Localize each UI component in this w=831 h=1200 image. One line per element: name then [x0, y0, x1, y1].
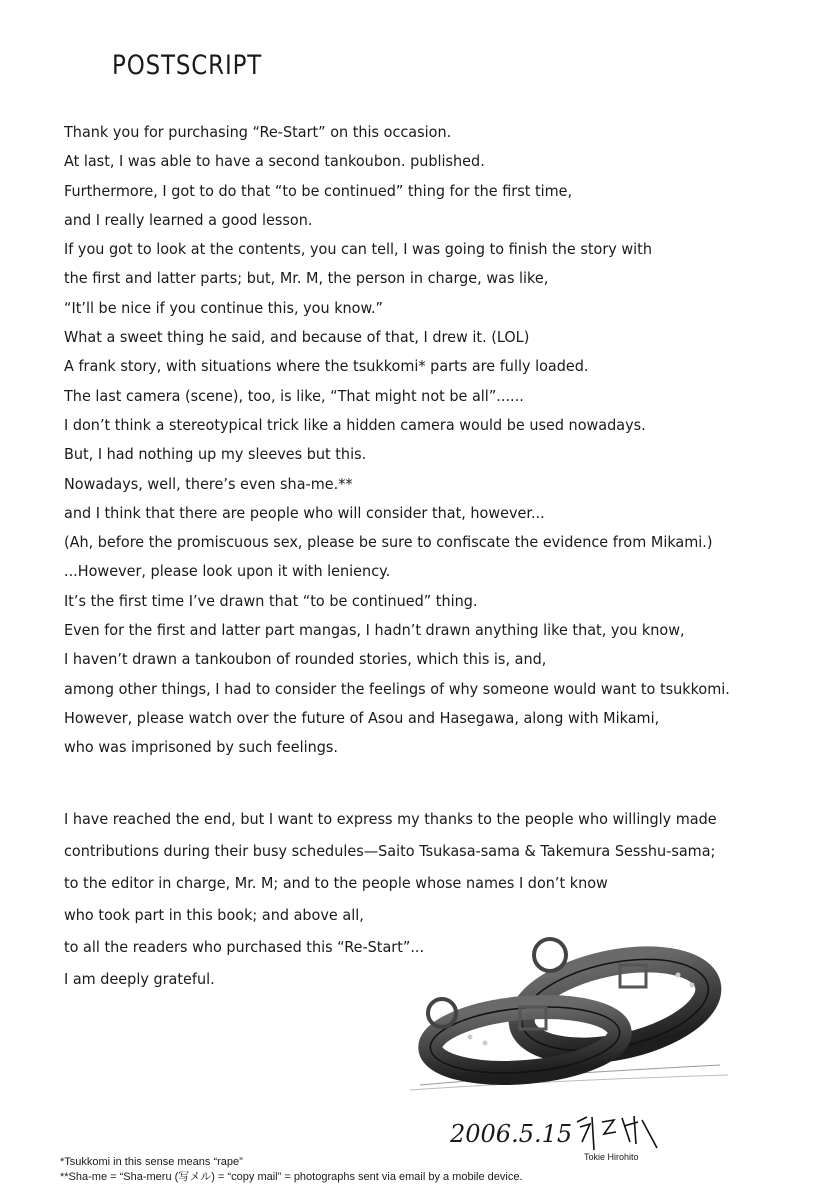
text-line: I don’t think a stereotypical trick like a hidden camera would be used nowadays. [64, 415, 646, 434]
text-line: and I think that there are people who will consider that, however... [64, 503, 545, 522]
text-line: I am deeply grateful. [64, 970, 215, 988]
text-line: At last, I was able to have a second tankoubon. published. [64, 152, 485, 171]
text-line: I haven’t drawn a tankoubon of rounded stories, which this is, and, [64, 650, 547, 669]
text-line: among other things, I had to consider the feelings of why someone would want to tsukkomi. [64, 679, 730, 698]
text-line: Nowadays, well, there’s even sha-me.** [64, 474, 353, 493]
text-line: to all the readers who purchased this “Re-Start”... [64, 938, 425, 956]
text-line: contributions during their busy schedules—Saito Tsukasa-sama & Takemura Sesshu-sama; [64, 842, 716, 860]
text-line: I have reached the end, but I want to express my thanks to the people who willingly made [64, 810, 717, 828]
text-line: It’s the first time I’ve drawn that “to be continued” thing. [64, 591, 478, 610]
text-line: and I really learned a good lesson. [64, 210, 313, 229]
date: 2006.5.15 [450, 1120, 573, 1148]
text-line: A frank story, with situations where the tsukkomi* parts are fully loaded. [64, 357, 589, 376]
text-line: the first and latter parts; but, Mr. M, the person in charge, was like, [64, 269, 549, 288]
text-line: who was imprisoned by such feelings. [64, 738, 339, 757]
text-line: “It’ll be nice if you continue this, you know.” [64, 298, 384, 317]
text-line: (Ah, before the promiscuous sex, please be sure to confiscate the evidence from Mikami.) [64, 533, 713, 552]
footnote: *Tsukkomi in this sense means “rape” [60, 1156, 243, 1168]
text-line: Furthermore, I got to do that “to be continued” thing for the first time, [64, 181, 573, 200]
signature-romaji: Tokie Hirohito [584, 1152, 639, 1162]
text-line: Even for the first and latter part mangas, I hadn’t drawn anything like that, you know, [64, 621, 685, 640]
footnotes [60, 1155, 523, 1185]
footnote: **Sha-me = “Sha-meru (写メル) = “copy mail” = photographs sent via email by a mobile device. [60, 1171, 523, 1183]
text-line: If you got to look at the contents, you can tell, I was going to finish the story with [64, 240, 652, 259]
signature [572, 1112, 662, 1152]
collars-illustration [410, 925, 730, 1100]
text-line: who took part in this book; and above all, [64, 906, 364, 924]
text-line: ...However, please look upon it with leniency. [64, 562, 391, 581]
text-line: to the editor in charge, Mr. M; and to the people whose names I don’t know [64, 874, 608, 892]
text-line: However, please watch over the future of Asou and Hasegawa, along with Mikami, [64, 708, 660, 727]
text-line: Thank you for purchasing “Re-Start” on this occasion. [64, 123, 452, 141]
text-line: But, I had nothing up my sleeves but this. [64, 445, 367, 464]
paragraph-main [64, 118, 730, 763]
page-title: POSTSCRIPT [112, 50, 263, 81]
text-line: What a sweet thing he said, and because of that, I drew it. (LOL) [64, 328, 530, 347]
text-line: The last camera (scene), too, is like, “That might not be all”...... [64, 386, 524, 405]
